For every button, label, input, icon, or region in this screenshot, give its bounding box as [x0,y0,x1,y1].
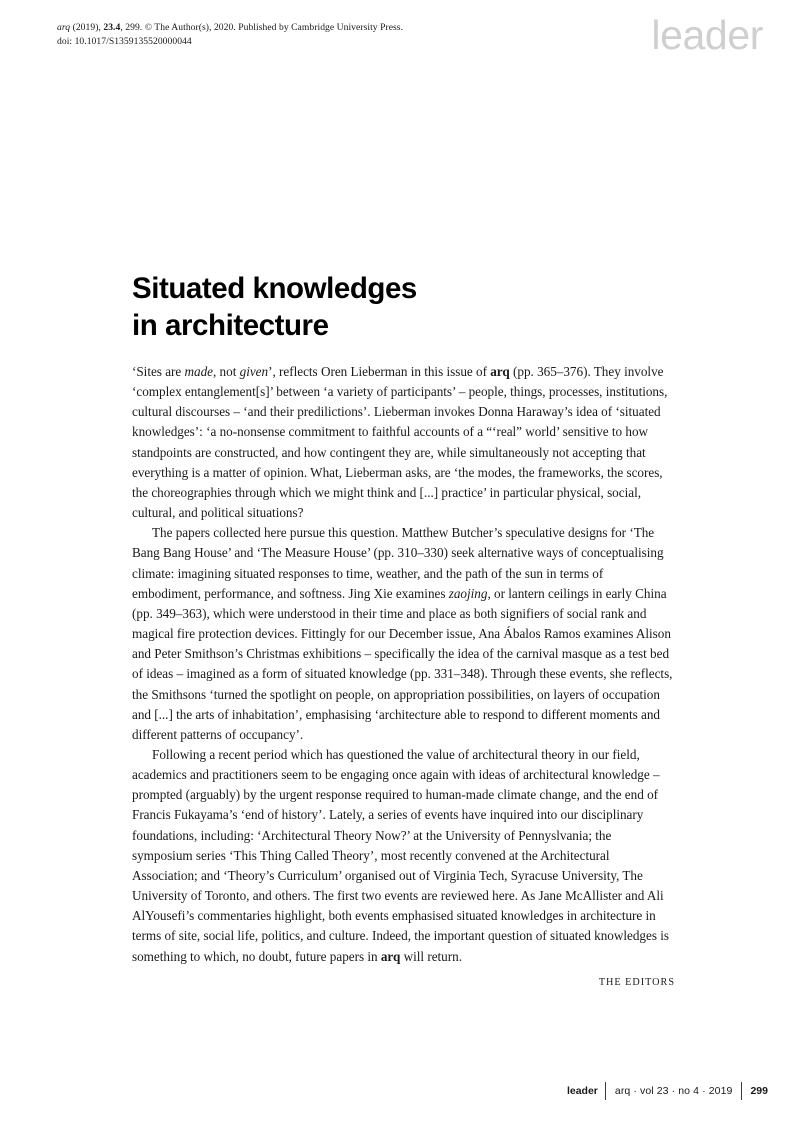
title-line-1: Situated knowledges [132,272,417,305]
p3-seg-b: will return. [400,948,462,964]
journal-abbrev: arq [57,22,71,33]
paragraph-1 [132,362,675,523]
page-footer [567,1081,768,1101]
p1-seg-a: ‘Sites are [132,364,185,379]
citation-post: , 299. © The Author(s), 2020. Published by Cambridge University Press. [120,22,404,33]
p1-seg-c: ’, reflects Oren Lieberman in this issue of [268,364,491,379]
title-line-2: in architecture [132,309,329,342]
article-body [132,362,675,967]
volume-issue: 23.4 [103,22,121,33]
p2-seg-a: The papers collected here pursue this question. Matthew Butcher’s speculative designs for ‘The Bang Bang House’ and ‘The Measure House’ (pp. 310–330) seek alternative ways of conceptualising climate: imagining situated responses to time, weather, and the path of the sun in terms of embodiment, performance, and softness. Jing Xie examines [132,525,664,601]
p2-seg-b: , or lantern ceilings in early China (pp. 349–363), which were understood in their time and place as both signifiers of social rank and magical fire protection devices. Fittingly for our December issue, Ana Ábalos Ramos examines Alison and Peter Smithson’s Christmas exhibitions – specifically the idea of the carnival masque as a test bed of ideas – imagined as a form of situated knowledge (pp. 331–348). Through these events, she reflects, the Smithsons ‘turned the spotlight on people, on appropriation possibilities, on layers of occupation and [...] the arts of inhabitation’, emphasising ‘architecture able to respond to different moments and different patterns of occupancy’. [132,585,673,742]
footer-page-number: 299 [750,1085,768,1097]
p1-italic-given: given [239,364,269,379]
signature-line: THE EDITORS [598,977,675,988]
footer-section-label: leader [566,1085,598,1097]
p1-seg-b: , not [213,364,240,379]
citation-line [57,21,577,35]
page-title [132,270,602,344]
doi-line: doi: 10.1017/S1359135520000044 [57,36,192,48]
masthead [57,21,577,49]
p1-italic-made: made [184,364,213,379]
citation-mid: (2019), [70,22,104,33]
p1-seg-d: (pp. 365–376). They involve ‘complex entanglement[s]’ between ‘a variety of participants’ – people, things, processes, institutions, cultural discourses – ‘and their predilictions’. Lieberman invokes Donna Haraway’s idea of ‘situated knowledges’: ‘a no-nonsense commitment to faithful accounts of a “‘real” world’ sensitive to how standpoints are constructed, and how contingent they are, while simultaneously not accepting that everything is a matter of opinion. What, Lieberman asks, are ‘the modes, the frameworks, the scores, the choreographies through which we might think and [...] practice’ in particular physical, social, cultural, and political situations? [132,364,668,521]
section-marker: leader [651,12,763,58]
p3-seg-a: Following a recent period which has questioned the value of architectural theory in our field, academics and practitioners seem to be engaging once again with ideas of architectural knowledge – prompted (arguably) by the urgent response required to human-made climate change, and the end of Francis Fukayama’s ‘end of history’. Lately, a series of events have inquired into our disciplinary foundations, including: ‘Architectural Theory Now?’ at the University of Pennyslvania; the symposium series ‘This Thing Called Theory’, most recently convened at the Architectural Association; and ‘Theory’s Curriculum’ organised out of Virginia Tech, Syracuse University, The University of Toronto, and others. The first two events are reviewed here. As Jane McAllister and Ali AlYousefi’s commentaries highlight, both events emphasised situated knowledges in architecture in terms of site, social life, politics, and culture. Indeed, the important question of situated knowledges is something to which, no doubt, future papers in [132,746,669,964]
p3-bold-arq: arq [380,948,401,964]
p2-italic-zaojing: zaojing [448,585,488,601]
footer-issue-info: arq · vol 23 · no 4 · 2019 [614,1085,733,1097]
paragraph-2 [132,523,675,745]
paragraph-3 [132,745,675,967]
p1-bold-arq: arq [490,364,510,379]
